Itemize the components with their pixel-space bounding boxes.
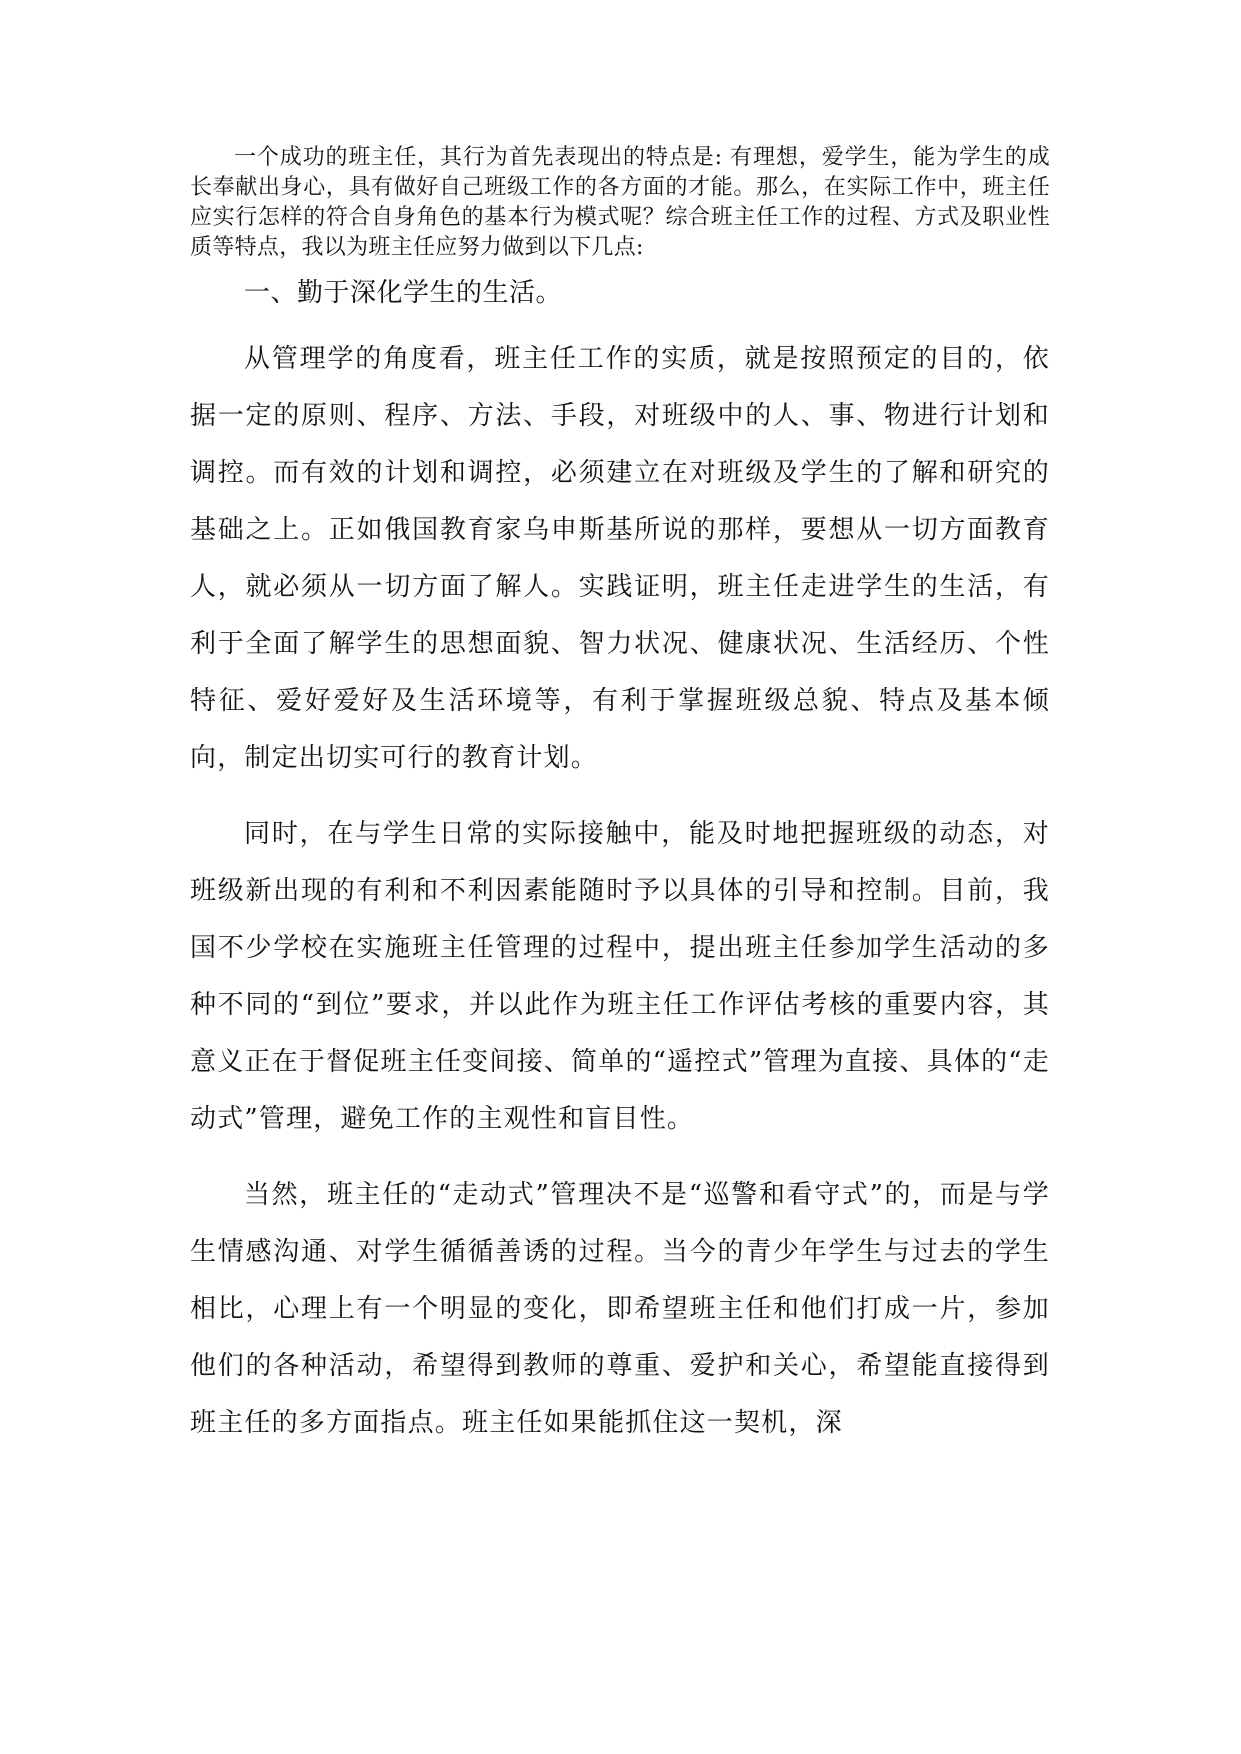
intro-paragraph: 一个成功的班主任，其行为首先表现出的特点是: 有理想，爱学生，能为学生的成长奉献出身心，具有做好自己班级工作的各方面的才能。那么，在实际工作中，班主任应实行怎样的符合自身角色的基本行为模式呢？综合班主任工作的过程、方式及职业性质等特点，我以为班主任应努力做到以下几点: bbox=[190, 145, 1050, 260]
body-paragraph: 当然，班主任的“走动式”管理决不是“巡警和看守式”的，而是与学生情感沟通、对学生循循善诱的过程。当今的青少年学生与过去的学生相比，心理上有一个明显的变化，即希望班主任和他们打成一片，参加他们的各种活动，希望得到教师的尊重、爱护和关心，希望能直接得到班主任的多方面指点。班主任如果能抓住这一契机，深 bbox=[190, 1180, 1050, 1438]
body-paragraph: 同时，在与学生日常的实际接触中，能及时地把握班级的动态，对班级新出现的有利和不利因素能随时予以具体的引导和控制。目前，我国不少学校在实施班主任管理的过程中，提出班主任参加学生活动的多种不同的“到位”要求，并以此作为班主任工作评估考核的重要内容，其意义正在于督促班主任变间接、简单的“遥控式”管理为直接、具体的“走动式”管理，避免工作的主观性和盲目性。 bbox=[190, 819, 1050, 1134]
section-heading: 一、勤于深化学生的生活。 bbox=[244, 278, 563, 308]
body-paragraph: 从管理学的角度看，班主任工作的实质，就是按照预定的目的，依据一定的原则、程序、方法、手段，对班级中的人、事、物进行计划和调控。而有效的计划和调控，必须建立在对班级及学生的了解和研究的基础之上。正如俄国教育家乌申斯基所说的那样，要想从一切方面教育人，就必须从一切方面了解人。实践证明，班主任走进学生的生活，有利于全面了解学生的思想面貌、智力状况、健康状况、生活经历、个性特征、爱好爱好及生活环境等，有利于掌握班级总貌、特点及基本倾向，制定出切实可行的教育计划。 bbox=[190, 344, 1050, 773]
document-body bbox=[190, 143, 1050, 1452]
